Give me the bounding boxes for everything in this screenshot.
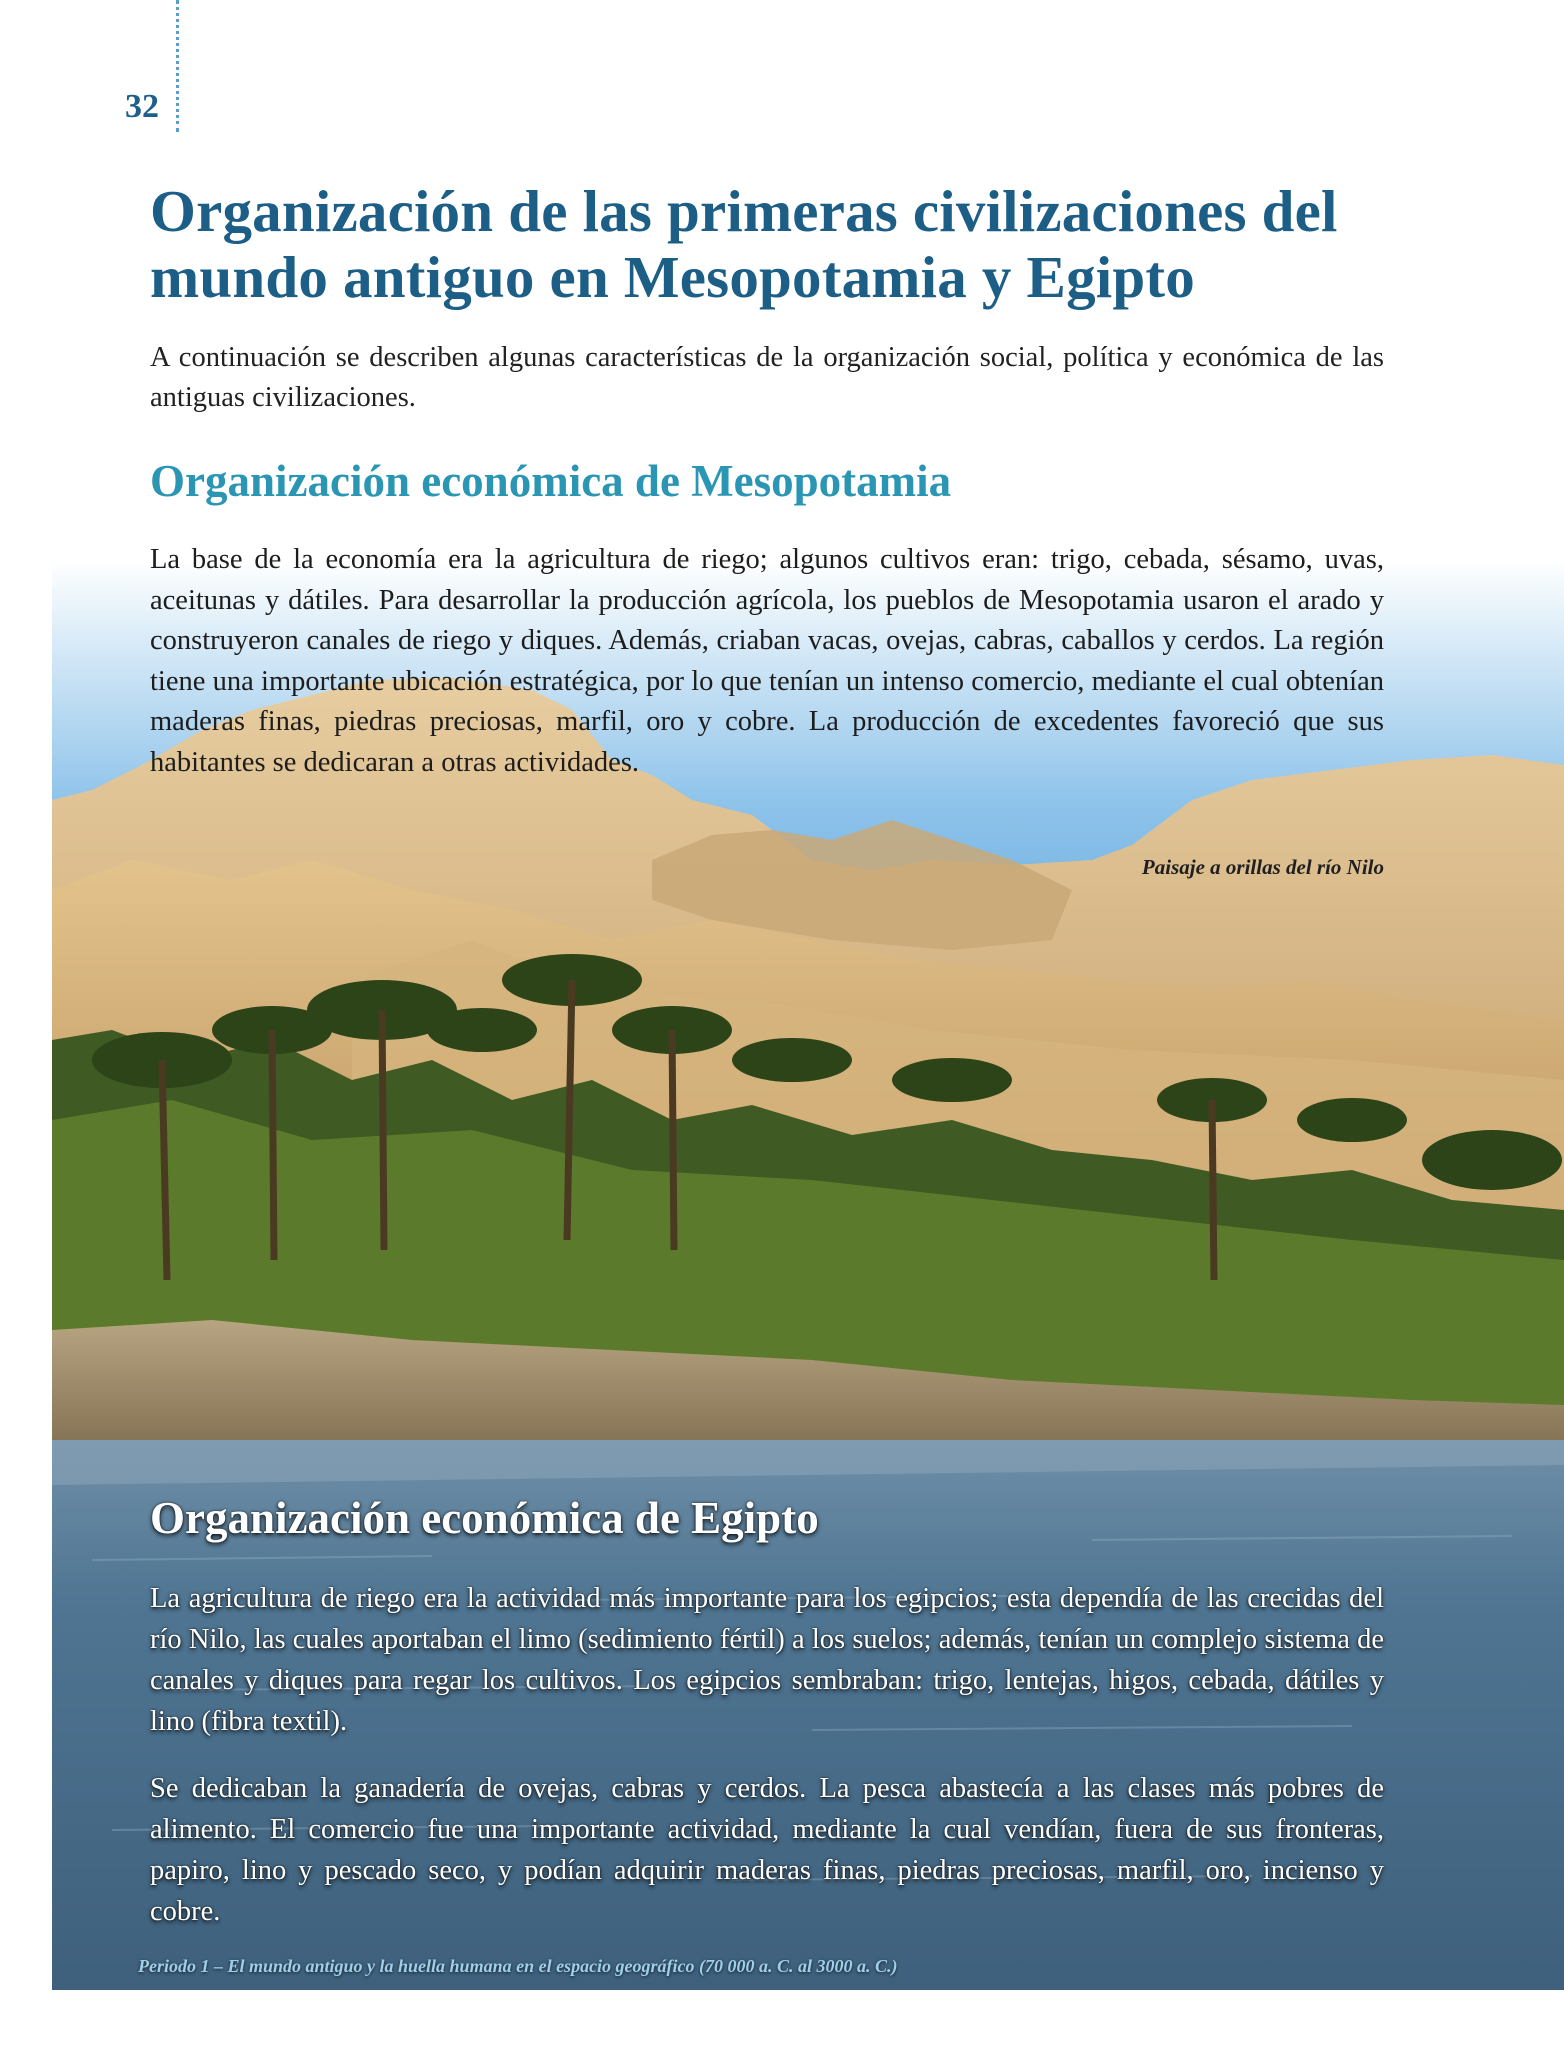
mesopotamia-paragraph: La base de la economía era la agricultura de riego; algunos cultivos eran: trigo, cebada, sésamo, uvas, aceitunas y dátiles. Para desarrollar la producción agrícola, los pueblos de Mesopotamia usaron el arado y construyeron canales de riego y diques. Además, criaban vacas, ovejas, cabras, caballos y cerdos. La región tiene una importante ubicación estratégica, por lo que tenían un intenso comercio, mediante el cual obtenían maderas finas, piedras preciosas, marfil, oro y cobre. La producción de excedentes favoreció que sus habitantes se dedicaran a otras actividades. [150,544,1384,778]
egypt-heading: Organización económica de Egipto [150,1493,819,1543]
page-title: Organización de las primeras civilizaciones del mundo antiguo en Mesopotamia y Egipto [150,178,1338,310]
footer-period-label: Periodo 1 – El mundo antiguo y la huella humana en el espacio geográfico (70 000 a. C. al 3000 a. C.) [138,1956,898,1976]
egypt-paragraph-1: La agricultura de riego era la actividad más importante para los egipcios; esta dependía de las crecidas del río Nilo, las cuales aportaban el limo (sedimiento fértil) a los suelos; además, tenían un complejo sistema de canales y diques para regar los cultivos. Los egipcios sembraban: trigo, lentejas, higos, cebada, dátiles y lino (fibra textil). [150,1583,1384,1737]
mesopotamia-heading: Organización económica de Mesopotamia [150,456,952,506]
egypt-paragraph-2: Se dedicaban la ganadería de ovejas, cabras y cerdos. La pesca abastecía a las clases más pobres de alimento. El comercio fue una importante actividad, mediante la cual vendían, fuera de sus fronteras, papiro, lino y pescado seco, y podían adquirir maderas finas, piedras preciosas, marfil, oro, incienso y cobre. [150,1773,1384,1927]
margin-rule [176,0,179,132]
intro-paragraph: A continuación se describen algunas características de la organización social, política y económica de las antiguas civilizaciones. [150,342,1384,413]
photo-caption: Paisaje a orillas del río Nilo [1141,855,1384,879]
page-number: 32 [125,88,159,125]
